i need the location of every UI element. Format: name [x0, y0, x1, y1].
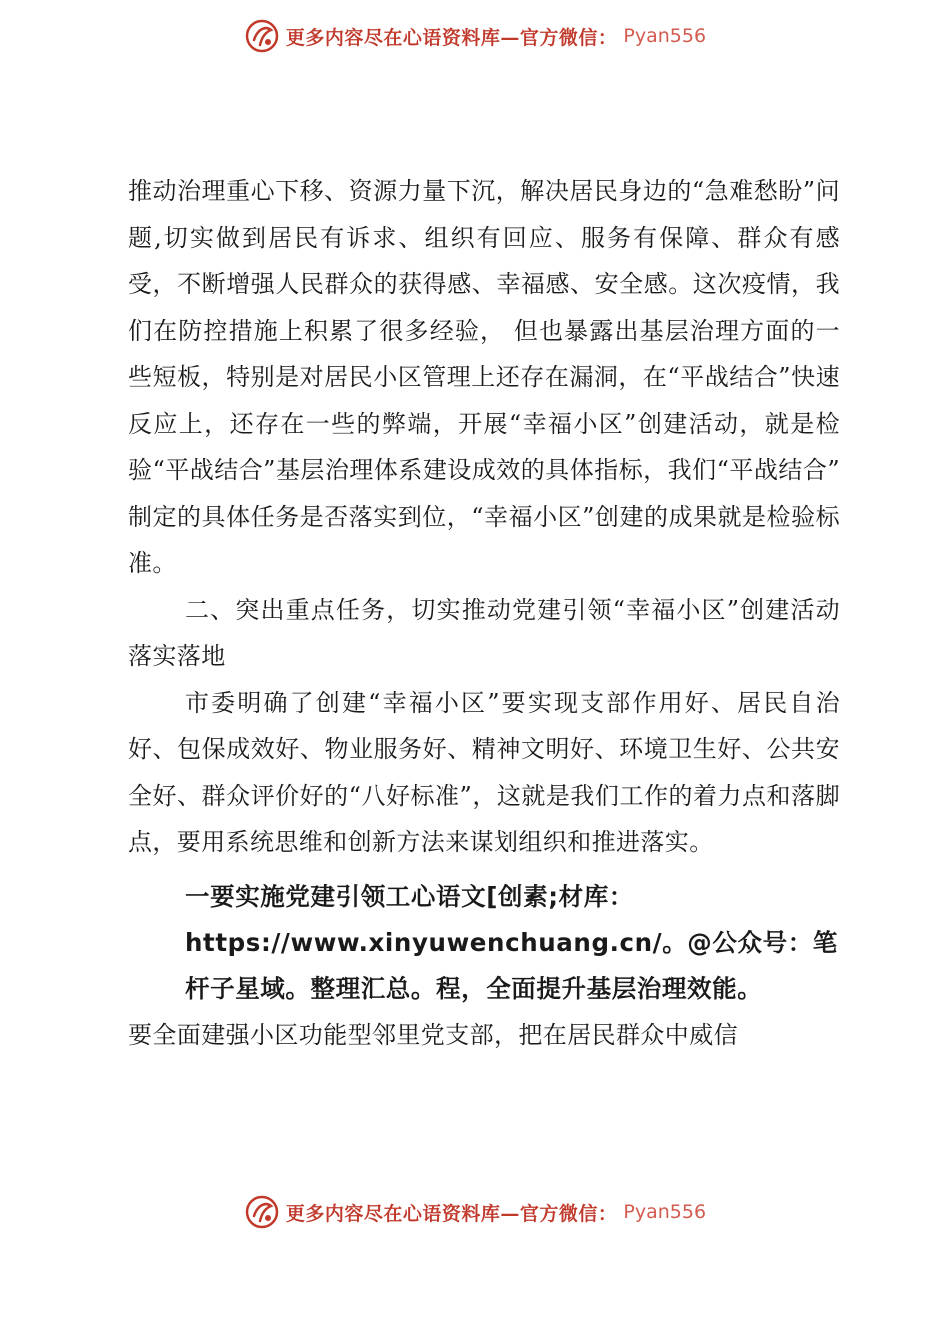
banner-text: 更多内容尽在心语资料库—官方微信：	[285, 26, 618, 49]
section-heading-2: 二、突出重点任务，切实推动党建引领“幸福小区”创建活动落实落地	[128, 595, 840, 670]
footer-banner	[0, 1190, 950, 1234]
paragraph-1: 推动治理重心下移、资源力量下沉，解决居民身边的“急难愁盼”问题,切实做到居民有诉求、组织有回应、服务有保障、群众有感受，不断增强人民群众的获得感、幸福感、安全感。这次疫情，我们在防控措施上积累了很多经验， 但也暴露出基层治理方面的一些短板，特别是对居民小区管理上还存在漏洞，在“平战结合”快速反应上，还存在一些的弊端，开展“幸福小区”创建活动，就是检验“平战结合”基层治理体系建设成效的具体指标，我们“平战结合” 制定的具体任务是否落实到位，“幸福小区”创建的成果就是检验标准。	[128, 177, 840, 577]
banner-text: 更多内容尽在心语资料库—官方微信：	[285, 1202, 618, 1225]
header-banner	[0, 14, 950, 58]
bold-subheading: 一要实施党建引领工心语文[创素;材库：https://www.xinyuwenchuang.cn/。@公众号：笔杆子星域。整理汇总。程，全面提升基层治理效能。	[185, 881, 838, 1003]
logo-icon	[244, 1194, 280, 1230]
banner-code: Pyan556	[623, 1201, 707, 1223]
paragraph-3: 市委明确了创建“幸福小区”要实现支部作用好、居民自治好、包保成效好、物业服务好、精神文明好、环境卫生好、公共安全好、群众评价好的“八好标准”，这就是我们工作的着力点和落脚点，要用系统思维和创新方法来谋划组织和推进落实。	[128, 688, 840, 856]
document-body	[128, 168, 840, 1058]
paragraph-5: 要全面建强小区功能型邻里党支部，把在居民群众中威信	[128, 1020, 738, 1049]
banner-code: Pyan556	[623, 25, 707, 47]
logo-icon	[244, 18, 280, 54]
